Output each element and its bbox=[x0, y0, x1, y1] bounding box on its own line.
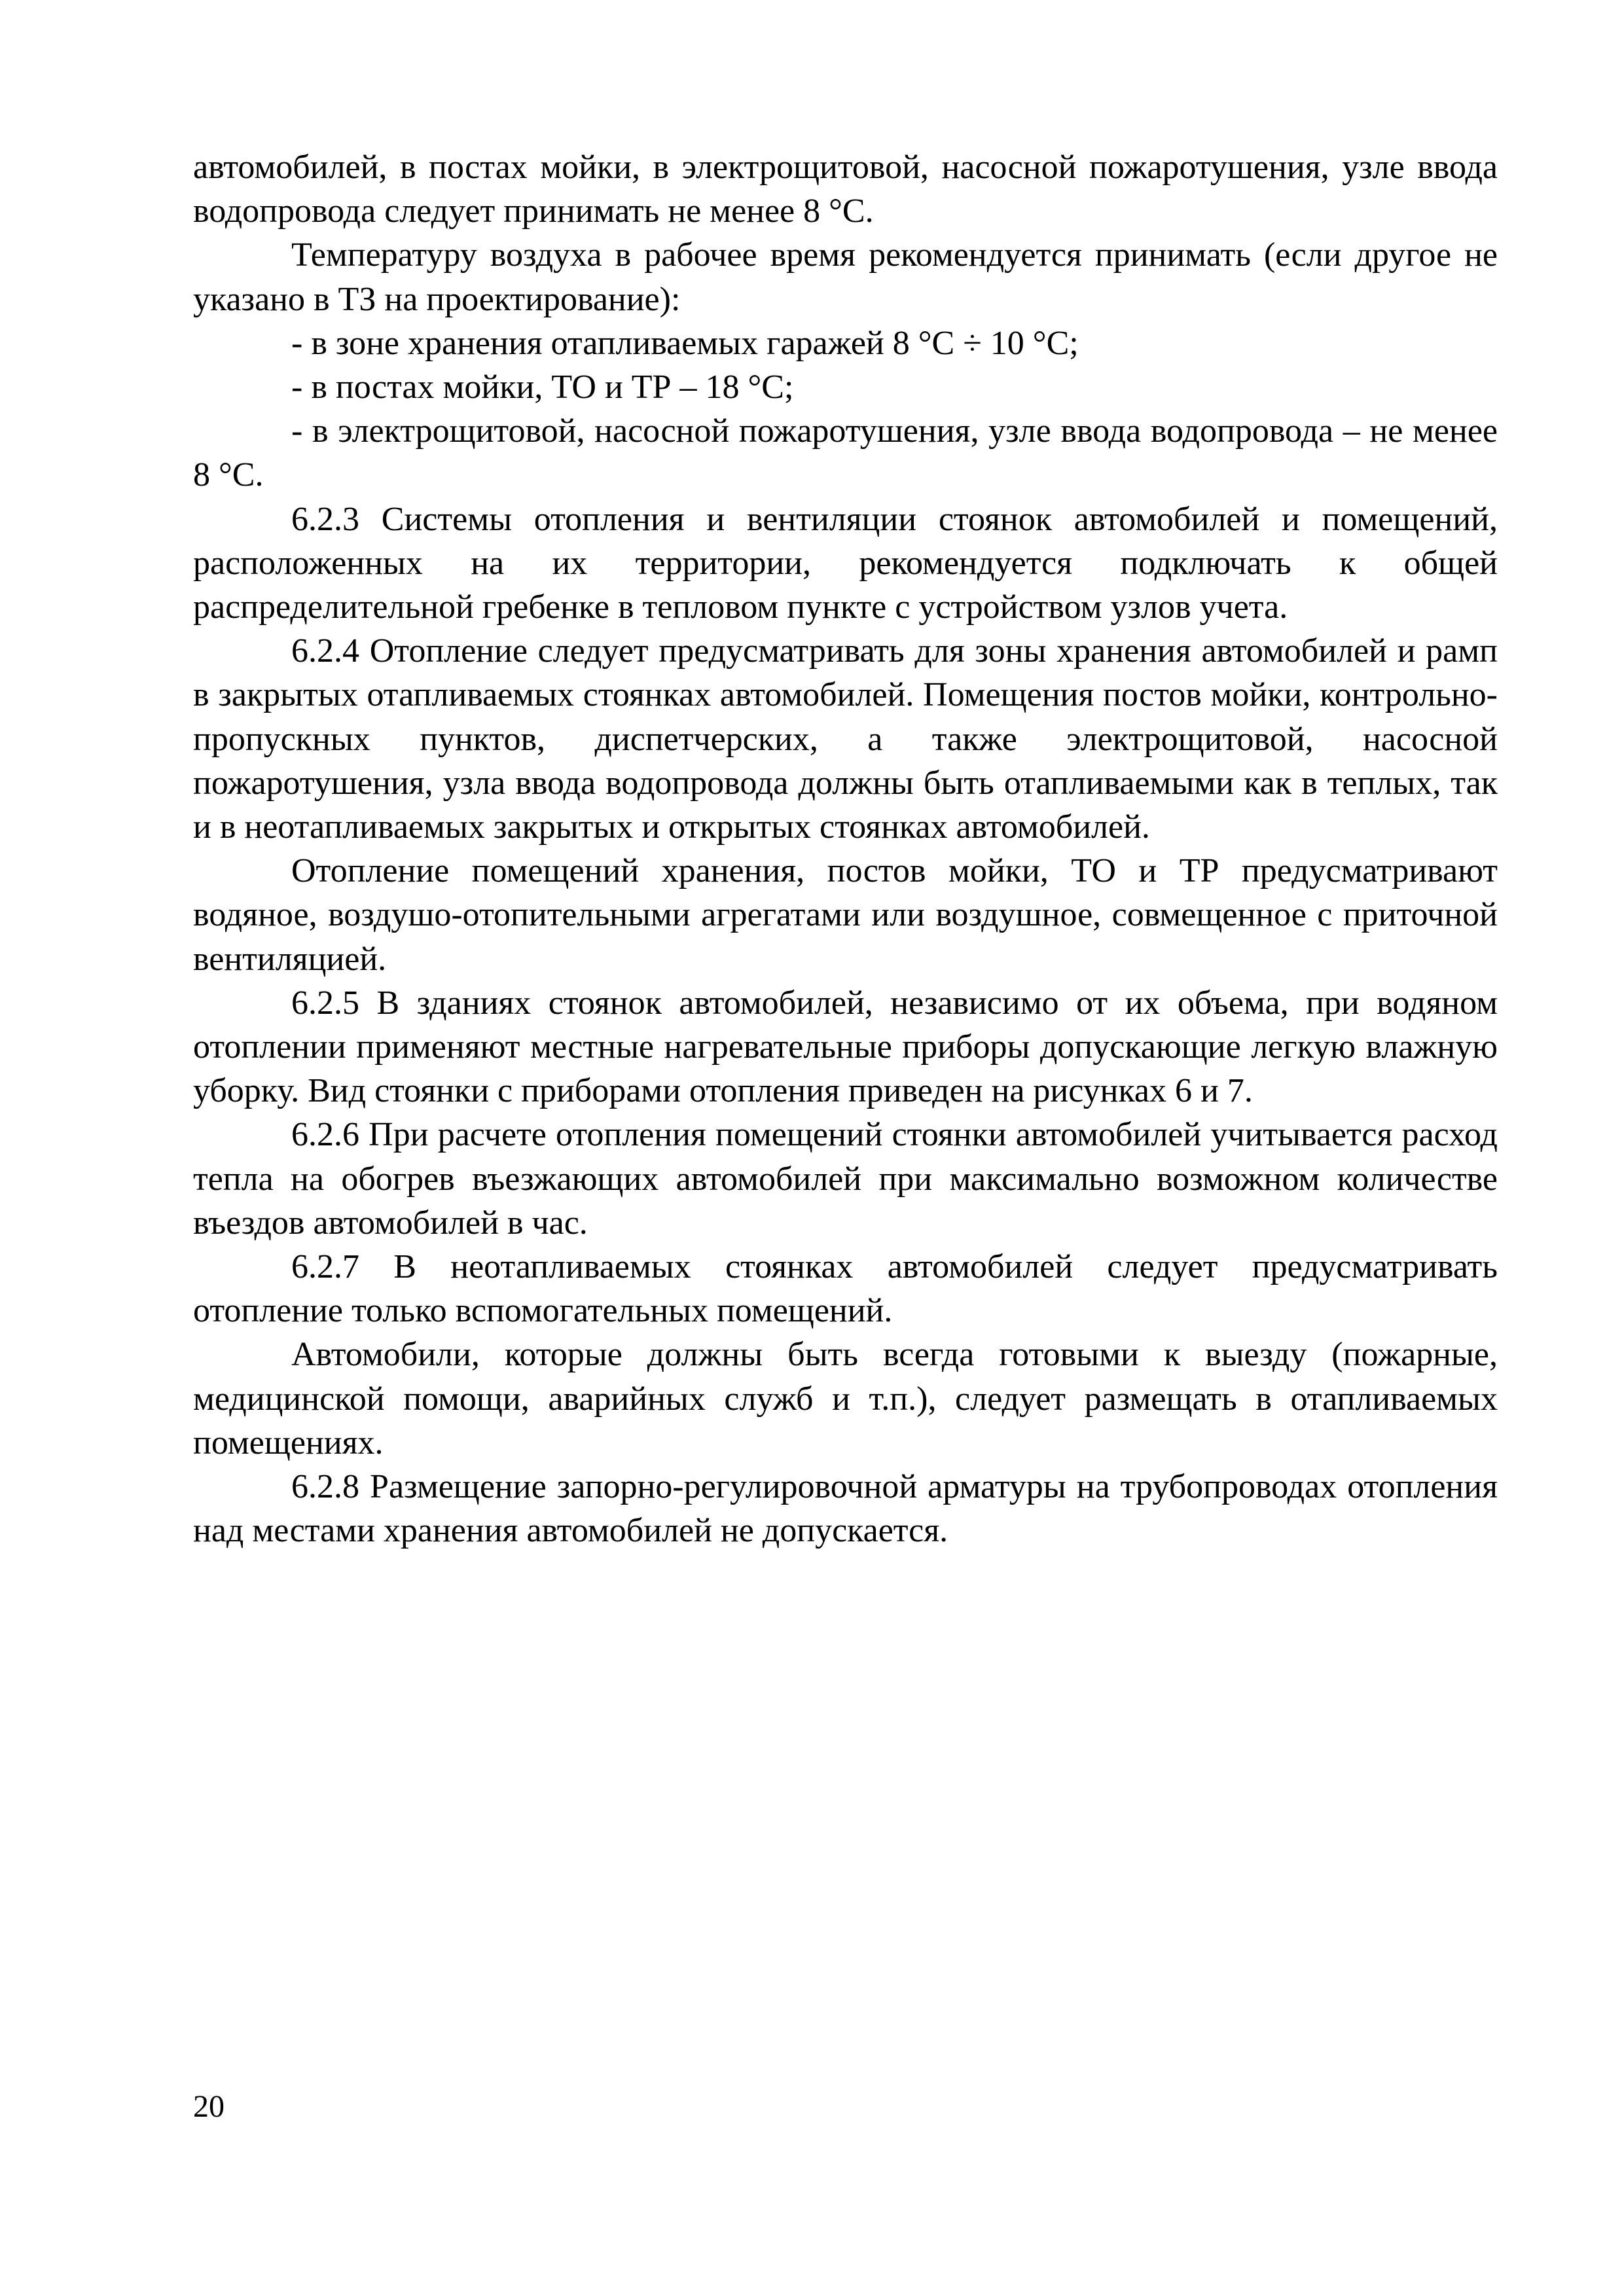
page-number: 20 bbox=[193, 2089, 225, 2124]
clause-6-2-6: 6.2.6 При расчете отопления помещений стоянки автомобилей учитывается расход тепла на обогрев въезжающих автомобилей при максимально возможном количестве въездов автомобилей в час. bbox=[193, 1116, 1498, 1242]
list-item-electrical-room: - в электрощитовой, насосной пожаротушения, узле ввода водопровода – не менее 8 °С. bbox=[193, 412, 1498, 494]
paragraph-continuation: автомобилей, в постах мойки, в электрощитовой, насосной пожаротушения, узле ввода водопровода следует принимать не менее 8 °С. bbox=[193, 149, 1498, 230]
paragraph-heating-types: Отопление помещений хранения, постов мойки, ТО и ТР предусматривают водяное, воздушо-отопительными агрегатами или воздушное, совмещенное с приточной вентиляцией. bbox=[193, 852, 1498, 978]
paragraph-emergency-vehicles: Автомобили, которые должны быть всегда готовыми к выезду (пожарные, медицинской помощи, аварийных служб и т.п.), следует размещать в отапливаемых помещениях. bbox=[193, 1336, 1498, 1462]
paragraph-air-temperature: Температуру воздуха в рабочее время рекомендуется принимать (если другое не указано в ТЗ на проектирование): bbox=[193, 236, 1498, 318]
clause-6-2-8: 6.2.8 Размещение запорно-регулировочной арматуры на трубопроводах отопления над местами хранения автомобилей не допускается. bbox=[193, 1468, 1498, 1550]
document-body bbox=[193, 145, 1498, 1553]
clause-6-2-7: 6.2.7 В неотапливаемых стоянках автомобилей следует предусматривать отопление только вспомогательных помещений. bbox=[193, 1248, 1498, 1330]
clause-6-2-3: 6.2.3 Системы отопления и вентиляции стоянок автомобилей и помещений, расположенных на их территории, рекомендуется подключать к общей распределительной гребенке в тепловом пункте с устройством узлов учета. bbox=[193, 500, 1498, 626]
clause-6-2-4: 6.2.4 Отопление следует предусматривать для зоны хранения автомобилей и рамп в закрытых отапливаемых стоянках автомобилей. Помещения постов мойки, контрольно-пропускных пунктов, диспетчерских, а также электрощитовой, насосной пожаротушения, узла ввода водопровода должны быть отапливаемыми как в теплых, так и в неотапливаемых закрытых и открытых стоянках автомобилей. bbox=[193, 632, 1498, 846]
list-item-wash-posts: - в постах мойки, ТО и ТР – 18 °С; bbox=[291, 368, 794, 406]
list-item-storage-zone: - в зоне хранения отапливаемых гаражей 8 °С ÷ 10 °С; bbox=[291, 324, 1079, 362]
clause-6-2-5: 6.2.5 В зданиях стоянок автомобилей, независимо от их объема, при водяном отоплении применяют местные нагревательные приборы допускающие легкую влажную уборку. Вид стоянки с приборами отопления приведен на рисунках 6 и 7. bbox=[193, 984, 1498, 1110]
